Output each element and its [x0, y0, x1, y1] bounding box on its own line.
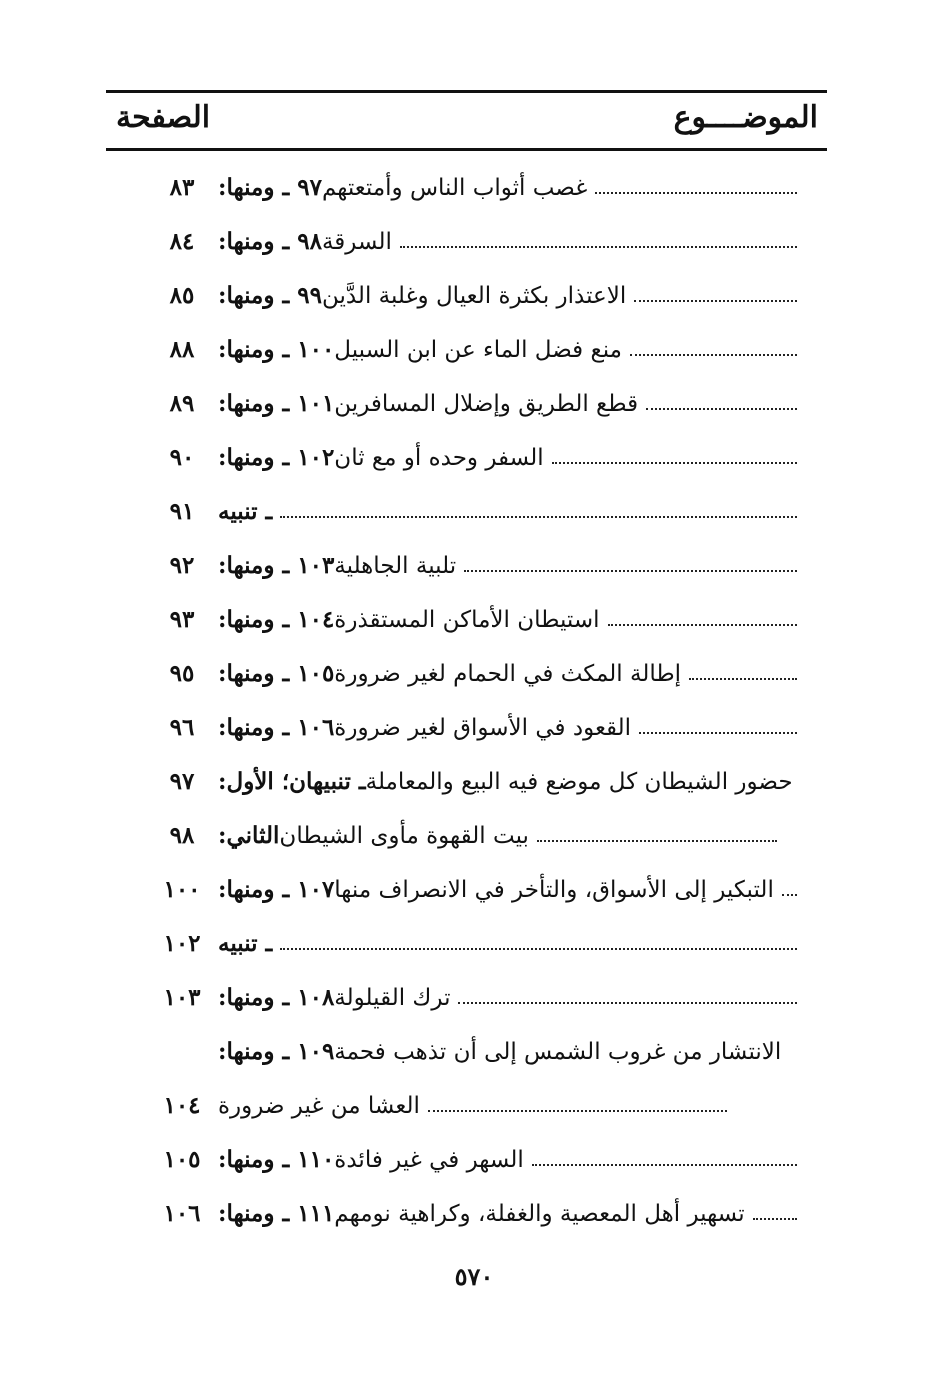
entry-label: ١٠٢ ـ ومنها: [218, 444, 335, 471]
entry-title: منع فضل الماء عن ابن السبيل [334, 337, 622, 363]
entry-label: ١١٠ ـ ومنها: [218, 1146, 335, 1173]
dot-leader [280, 948, 797, 950]
dot-leader [639, 732, 797, 734]
page-number: ٨٤ [169, 228, 195, 255]
dot-leader [537, 840, 777, 842]
toc-row [106, 870, 827, 910]
entry-label: ١٠٦ ـ ومنها: [218, 714, 335, 741]
toc-entry [218, 384, 807, 424]
entry-title: تلبية الجاهلية [334, 553, 457, 579]
page-number: ١٠٦ [163, 1200, 201, 1227]
page-column-header: الصفحة [116, 100, 211, 135]
toc-row [106, 438, 827, 478]
toc-entry [218, 222, 807, 262]
toc-entry [218, 546, 807, 586]
dot-leader [753, 1218, 797, 1220]
toc-entry [218, 1140, 807, 1180]
toc-row [106, 492, 827, 532]
entry-title: الانتشار من غروب الشمس إلى أن تذهب فحمة [334, 1039, 782, 1065]
entry-label: ٩٨ ـ ومنها: [218, 228, 322, 255]
toc-entry [218, 654, 807, 694]
toc-entry [218, 762, 807, 802]
entry-title: السفر وحده أو مع ثان [334, 445, 544, 471]
toc-row [106, 654, 827, 694]
page-number: ١٠٠ [163, 876, 201, 903]
page-number: ١٠٢ [163, 930, 201, 957]
dot-leader [689, 678, 797, 680]
page-number: ٨٥ [169, 282, 195, 309]
entry-label: ١٠٩ ـ ومنها: [218, 1038, 335, 1065]
entry-title: إطالة المكث في الحمام لغير ضرورة [334, 661, 682, 687]
entry-label: الثاني: [218, 822, 280, 849]
entry-title: غصب أثواب الناس وأمتعتهم [321, 175, 588, 201]
entry-label: ١٠٤ ـ ومنها: [218, 606, 335, 633]
toc-row [106, 1194, 827, 1234]
dot-leader [280, 516, 797, 518]
entry-label: ـ تنبيه [218, 930, 273, 957]
toc-entry [218, 978, 807, 1018]
toc-row [106, 816, 827, 856]
entry-title: استيطان الأماكن المستقذرة [334, 607, 600, 633]
page-number: ٩٢ [169, 552, 195, 579]
entry-title: حضور الشيطان كل موضع فيه البيع والمعاملة [365, 769, 793, 795]
page-number: ٨٩ [169, 390, 195, 417]
toc-entry [218, 330, 807, 370]
dot-leader [595, 192, 797, 194]
toc-row [106, 222, 827, 262]
entry-title: تسهير أهل المعصية والغفلة، وكراهية نومهم [334, 1201, 745, 1227]
page-number: ٩١ [169, 498, 195, 525]
toc-entry [218, 276, 807, 316]
toc-entry [218, 708, 807, 748]
toc-entry [218, 600, 807, 640]
page-number: ٩٥ [169, 660, 195, 687]
page-number: ١٠٥ [163, 1146, 201, 1173]
page-number: ٩٠ [169, 444, 195, 471]
toc-entry [218, 924, 807, 964]
entry-label: ٩٩ ـ ومنها: [218, 282, 322, 309]
entry-label: ١٠٧ ـ ومنها: [218, 876, 335, 903]
toc-entry [218, 168, 807, 208]
entry-title: القعود في الأسواق لغير ضرورة [334, 715, 632, 741]
entry-label: ـ تنبيهان؛ الأول: [218, 768, 366, 795]
entry-title: قطع الطريق وإضلال المسافرين [334, 391, 639, 417]
page-number: ٩٨ [169, 822, 195, 849]
page-number: ٩٣ [169, 606, 195, 633]
toc-entry [218, 816, 787, 856]
entry-label: ١٠٥ ـ ومنها: [218, 660, 335, 687]
entry-title: التبكير إلى الأسواق، والتأخر في الانصراف منها [334, 877, 774, 903]
dot-leader [552, 462, 797, 464]
entry-title: الاعتذار بكثرة العيال وغلبة الدَّين [321, 283, 627, 309]
dot-leader [464, 570, 797, 572]
toc-row [106, 276, 827, 316]
toc-entry [218, 1194, 807, 1234]
entry-label: ١٠٣ ـ ومنها: [218, 552, 335, 579]
toc-entry [218, 438, 807, 478]
toc-row [106, 1086, 827, 1126]
top-rule [106, 90, 827, 93]
entry-label: ١١١ ـ ومنها: [218, 1200, 335, 1227]
dot-leader [646, 408, 797, 410]
entry-title: ترك القيلولة [334, 985, 451, 1011]
toc-entry [218, 870, 807, 910]
toc-row [106, 600, 827, 640]
dot-leader [630, 354, 797, 356]
toc-row [106, 762, 827, 802]
toc-row [106, 708, 827, 748]
toc-entry [218, 1086, 737, 1126]
folio-page-number: ٥٧٠ [454, 1262, 494, 1291]
toc-row [106, 168, 827, 208]
entry-label: ـ تنبيه [218, 498, 273, 525]
toc-row [106, 546, 827, 586]
dot-leader [400, 246, 797, 248]
page-number: ٩٦ [169, 714, 195, 741]
toc-row [106, 924, 827, 964]
dot-leader [532, 1164, 797, 1166]
entry-label: ١٠٨ ـ ومنها: [218, 984, 335, 1011]
header-rule [106, 148, 827, 151]
page-number: ٩٧ [169, 768, 195, 795]
entry-label: ٩٧ ـ ومنها: [218, 174, 322, 201]
dot-leader [458, 1002, 797, 1004]
topic-column-header: الموضــــوع [673, 100, 818, 135]
toc-row [106, 1032, 827, 1072]
entry-title: السهر في غير فائدة [334, 1147, 524, 1173]
dot-leader [428, 1110, 727, 1112]
entry-title: العشا من غير ضرورة [218, 1093, 420, 1119]
toc-row [106, 384, 827, 424]
page-number: ٨٣ [169, 174, 195, 201]
dot-leader [782, 894, 797, 896]
toc-row [106, 1140, 827, 1180]
page-number: ٨٨ [169, 336, 195, 363]
dot-leader [608, 624, 797, 626]
entry-title: بيت القهوة مأوى الشيطان [279, 823, 529, 849]
toc-row [106, 978, 827, 1018]
entry-label: ١٠١ ـ ومنها: [218, 390, 335, 417]
entry-label: ١٠٠ ـ ومنها: [218, 336, 335, 363]
toc-entry [218, 1032, 807, 1072]
dot-leader [634, 300, 797, 302]
page-number: ١٠٤ [163, 1092, 201, 1119]
entry-title: السرقة [321, 229, 392, 255]
toc-row [106, 330, 827, 370]
toc-entry [218, 492, 807, 532]
page-number: ١٠٣ [163, 984, 201, 1011]
